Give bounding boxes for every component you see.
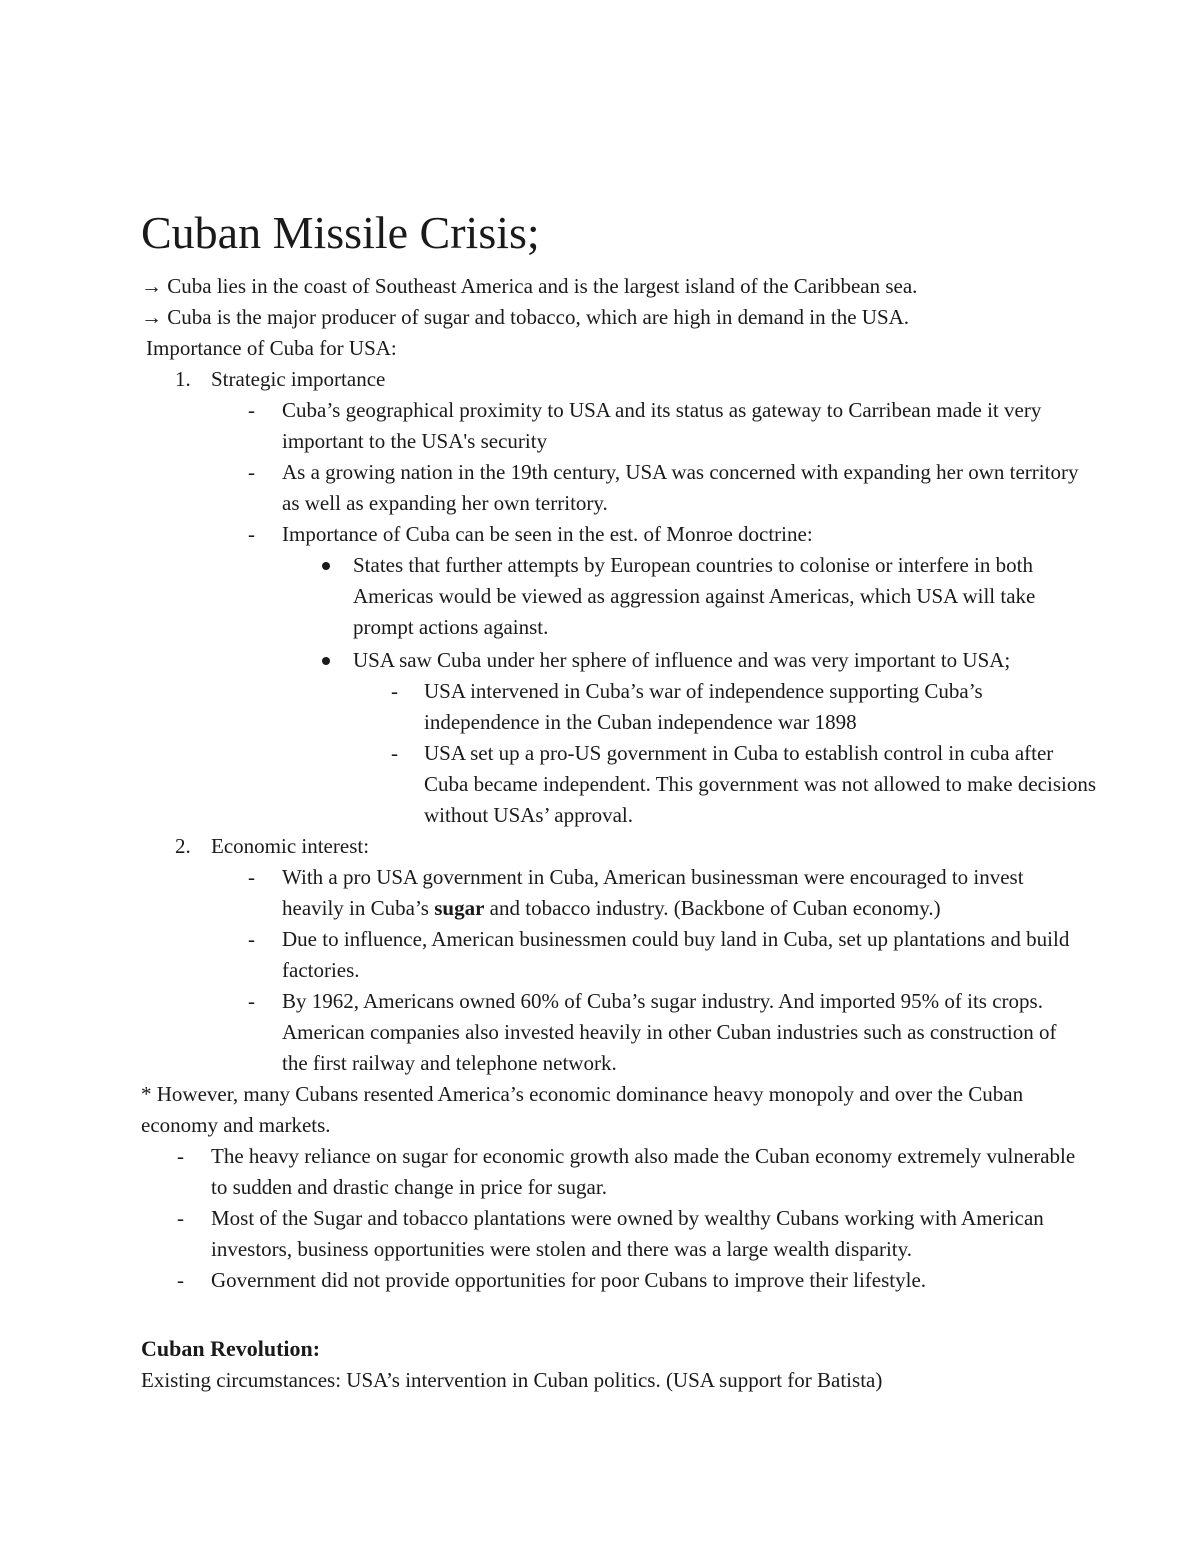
dash-marker: - [248, 865, 255, 889]
revolution-heading: Cuban Revolution: [141, 1336, 321, 1361]
section-1-label: Strategic importance [211, 367, 386, 391]
list-number: 1. [175, 367, 191, 391]
section-2-label: Economic interest: [211, 834, 370, 858]
dash-marker: - [177, 1206, 184, 1230]
dash-marker: - [177, 1268, 184, 1292]
dash-marker: - [248, 398, 255, 422]
importance-heading: Importance of Cuba for USA: [146, 336, 397, 360]
list-number: 2. [175, 834, 191, 858]
dash-marker: - [391, 741, 398, 765]
dash-marker: - [248, 460, 255, 484]
bullet-dot [322, 562, 330, 570]
however-note-continuation: economy and markets. [141, 1113, 331, 1137]
bullet-dot [322, 657, 330, 665]
bold-term: sugar [434, 896, 485, 920]
intro-line: → Cuba lies in the coast of Southeast America and is the largest island of the Caribbean sea. [141, 274, 918, 298]
dash-marker: - [248, 522, 255, 546]
revolution-text: Existing circumstances: USA’s intervention in Cuban politics. (USA support for Batista) [141, 1368, 883, 1392]
dash-marker: - [248, 927, 255, 951]
however-note: * However, many Cubans resented America’s economic dominance heavy monopoly and over the Cuban [141, 1082, 1024, 1106]
dash-marker: - [177, 1144, 184, 1168]
intro-line: → Cuba is the major producer of sugar and tobacco, which are high in demand in the USA. [141, 305, 910, 329]
dash-marker: - [391, 679, 398, 703]
dash-marker: - [248, 989, 255, 1013]
page-title: Cuban Missile Crisis; [141, 207, 540, 258]
